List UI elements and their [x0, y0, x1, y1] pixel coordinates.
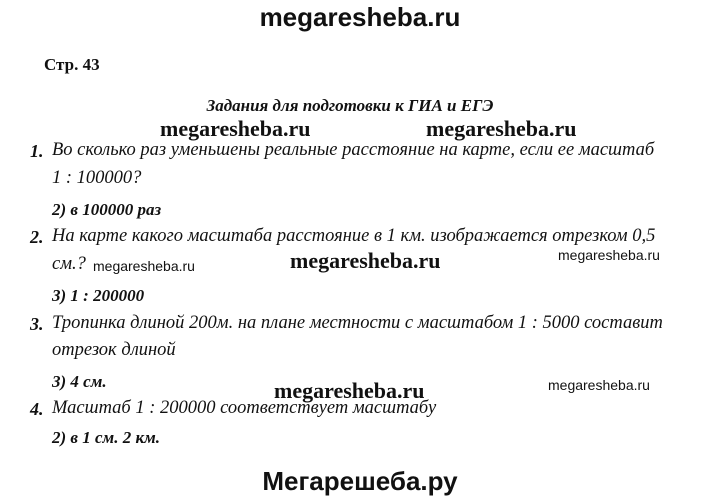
- question-text-line: Масштаб 1 : 200000 соответствует масштабу: [52, 398, 437, 418]
- question-text-line: 1 : 100000?: [52, 168, 142, 188]
- watermark-1: megaresheba.ru: [160, 116, 311, 141]
- question-text-line: На карте какого масштаба расстояние в 1 км. изображается отрезком 0,5: [52, 226, 656, 246]
- question-number: 1.: [30, 141, 44, 161]
- answer: 2) в 1 см. 2 км.: [52, 428, 160, 447]
- question-text-line: Во сколько раз уменьшены реальные расстояние на карте, если ее масштаб: [52, 140, 655, 160]
- site-watermark-top: megaresheba.ru: [259, 2, 461, 32]
- site-watermark-bottom: Мегарешеба.ру: [262, 466, 458, 496]
- watermark-6: megaresheba.ru: [274, 378, 425, 403]
- watermark-4: megaresheba.ru: [290, 248, 441, 273]
- watermark-2: megaresheba.ru: [426, 116, 577, 141]
- page-reference: Стр. 43: [44, 55, 100, 74]
- question-number: 3.: [30, 314, 44, 334]
- answer: 3) 1 : 200000: [52, 286, 145, 305]
- section-title: Задания для подготовки к ГИА и ЕГЭ: [206, 96, 494, 115]
- question-text-line: Тропинка длиной 200м. на плане местности с масштабом 1 : 5000 составит: [52, 313, 663, 333]
- question-text-line: см.?: [52, 254, 86, 274]
- question-number: 4.: [30, 399, 44, 419]
- question-number: 2.: [30, 227, 44, 247]
- question-text-line: отрезок длиной: [52, 340, 176, 360]
- answer: 3) 4 см.: [52, 372, 107, 391]
- watermark-7: megaresheba.ru: [548, 377, 650, 393]
- watermark-3: megaresheba.ru: [93, 258, 195, 274]
- answer: 2) в 100000 раз: [52, 200, 162, 219]
- watermark-5: megaresheba.ru: [558, 247, 660, 263]
